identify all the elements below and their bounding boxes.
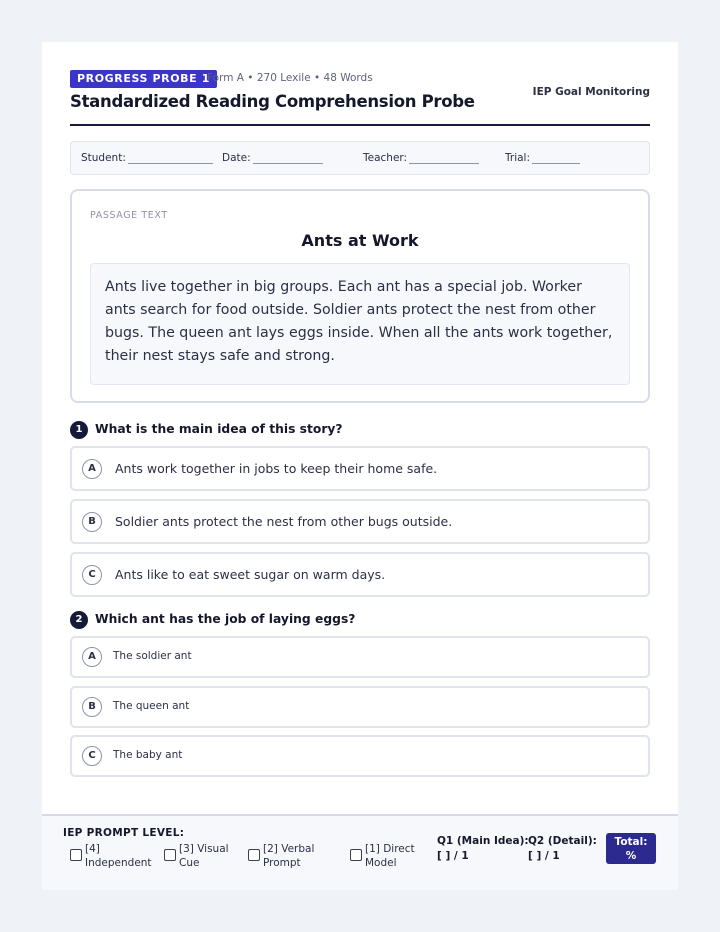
question-text: Which ant has the job of laying eggs? [95,612,356,626]
checkbox[interactable] [164,849,176,861]
option-letter: A [82,647,102,667]
q1-option-a[interactable] [70,446,650,491]
option-text: Soldier ants protect the nest from other bugs outside. [115,514,453,529]
date-field[interactable] [222,152,323,164]
q1-score-value[interactable]: [ ] / 1 [437,850,469,862]
checkbox[interactable] [350,849,362,861]
form-meta: Form A • 270 Lexile • 48 Words [207,72,373,84]
option-text: Ants work together in jobs to keep their home safe. [115,461,438,476]
checkbox[interactable] [70,849,82,861]
q1-option-b[interactable] [70,499,650,544]
checkbox[interactable] [248,849,260,861]
student-label: Student: [81,152,126,164]
probe-page [42,42,678,890]
option-letter: C [82,565,102,585]
q2-score-label: Q2 (Detail): [528,835,597,847]
q2-option-b[interactable] [70,686,650,728]
q2-score-value[interactable]: [ ] / 1 [528,850,560,862]
option-letter: B [82,697,102,717]
probe-badge: PROGRESS PROBE 1 [70,70,217,88]
prompt-level-text: Cue [179,857,200,869]
option-letter: A [82,459,102,479]
prompt-level-text: Prompt [263,857,301,869]
prompt-level-text: Independent [85,857,152,869]
student-blank[interactable] [128,154,213,164]
prompt-level-text: [3] Visual [179,843,229,855]
prompt-level-text: [2] Verbal [263,843,315,855]
teacher-label: Teacher: [363,152,408,164]
page-title: Standardized Reading Comprehension Probe [70,92,475,111]
passage-card [70,189,650,403]
question-1 [70,421,650,439]
passage-label: PASSAGE TEXT [90,210,168,221]
question-2 [70,611,650,629]
prompt-level-text: [4] [85,843,100,855]
page-header [70,70,650,126]
trial-blank[interactable] [532,154,580,164]
q2-option-c[interactable] [70,735,650,777]
total-label: Total: [614,836,648,848]
option-letter: C [82,746,102,766]
q1-option-c[interactable] [70,552,650,597]
option-letter: B [82,512,102,532]
scoring-footer [42,814,678,890]
q2-option-a[interactable] [70,636,650,678]
prompt-level-text: [1] Direct [365,843,415,855]
total-value: % [625,850,637,862]
teacher-field[interactable] [363,152,479,164]
trial-field[interactable] [505,152,580,164]
total-score-box[interactable] [606,833,656,864]
passage-body: Ants live together in big groups. Each ant has a special job. Worker ants search for food outside. Soldier ants protect the nest from other bugs. The queen ant lays eggs inside. When all the ants work together, their nest stays safe and strong. [90,263,630,385]
monitoring-label: IEP Goal Monitoring [532,86,650,98]
passage-title: Ants at Work [301,231,419,250]
date-label: Date: [222,152,251,164]
date-blank[interactable] [253,154,323,164]
question-number: 1 [70,421,88,439]
question-text: What is the main idea of this story? [95,422,343,436]
prompt-level-label: IEP PROMPT LEVEL: [63,827,185,839]
q1-score-label: Q1 (Main Idea): [437,835,529,847]
option-text: The soldier ant [113,650,192,662]
option-text: Ants like to eat sweet sugar on warm days. [115,567,386,582]
trial-label: Trial: [505,152,530,164]
teacher-blank[interactable] [409,154,479,164]
student-info-bar [70,141,650,175]
question-number: 2 [70,611,88,629]
option-text: The queen ant [113,700,190,712]
student-field[interactable] [81,152,213,164]
prompt-level-text: Model [365,857,397,869]
option-text: The baby ant [113,749,183,761]
